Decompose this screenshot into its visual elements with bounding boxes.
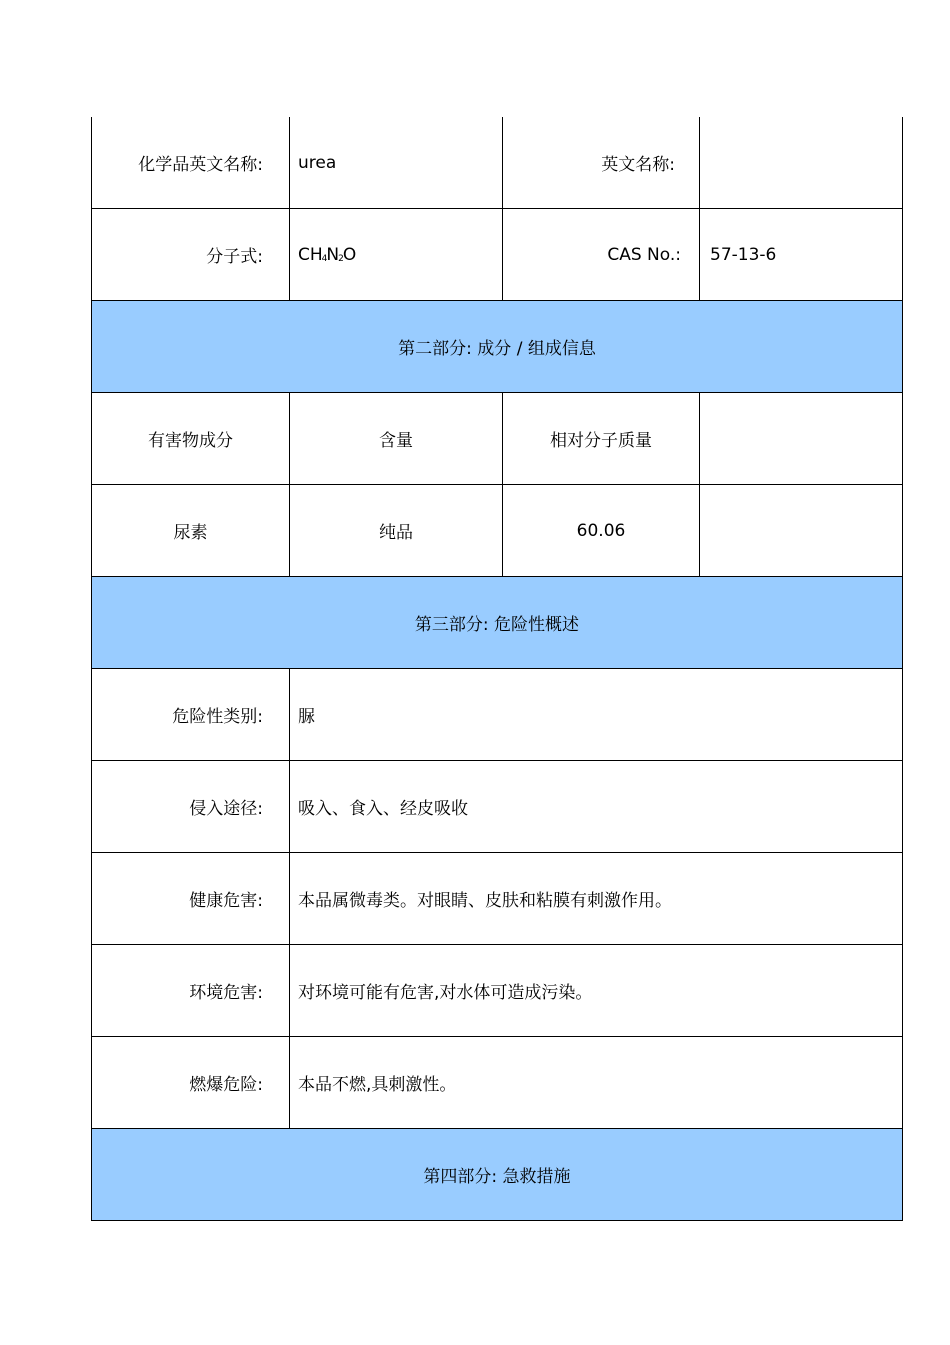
health-hazard-value: 本品属微毒类。对眼睛、皮肤和粘膜有刺激作用。 bbox=[298, 891, 672, 911]
component-molecular-weight: 60.06 bbox=[576, 520, 626, 541]
hazard-class-value: 脲 bbox=[298, 707, 315, 727]
section3-header bbox=[91, 577, 903, 669]
section4-header bbox=[91, 1129, 903, 1221]
section3-title: 第三部分: 危险性概述 bbox=[414, 615, 580, 635]
cas-label: CAS No.: bbox=[607, 244, 681, 265]
hazard-row bbox=[91, 853, 903, 945]
formula-label: 分子式: bbox=[206, 247, 263, 267]
section2-title: 第二部分: 成分 / 组成信息 bbox=[398, 339, 596, 359]
col-hazardous-component: 有害物成分 bbox=[148, 431, 233, 451]
formula-value bbox=[290, 209, 502, 300]
col-content: 含量 bbox=[379, 431, 413, 451]
row-english-name bbox=[91, 117, 903, 209]
cas-value: 57-13-6 bbox=[710, 244, 777, 265]
composition-data-row bbox=[91, 485, 903, 577]
msds-table bbox=[91, 117, 903, 1221]
hazard-row bbox=[91, 1037, 903, 1129]
section4-title: 第四部分: 急救措施 bbox=[423, 1167, 571, 1187]
hazard-row bbox=[91, 945, 903, 1037]
hazard-class-label: 危险性类别: bbox=[172, 707, 263, 727]
formula-sub-2: 2 bbox=[338, 253, 344, 264]
col-molecular-weight: 相对分子质量 bbox=[550, 431, 652, 451]
exposure-route-value: 吸入、食入、经皮吸收 bbox=[298, 799, 468, 819]
formula-sub-4: 4 bbox=[321, 253, 328, 264]
formula-part-o: O bbox=[342, 244, 357, 265]
environmental-hazard-label: 环境危害: bbox=[189, 983, 263, 1003]
chem-english-name-value: urea bbox=[298, 152, 337, 173]
fire-explosion-hazard-value: 本品不燃,具刺激性。 bbox=[298, 1075, 457, 1095]
row-formula bbox=[91, 209, 903, 301]
environmental-hazard-value: 对环境可能有危害,对水体可造成污染。 bbox=[298, 983, 593, 1003]
component-extra bbox=[700, 485, 902, 576]
composition-header-row bbox=[91, 393, 903, 485]
hazard-row bbox=[91, 669, 903, 761]
formula-part-n: N bbox=[326, 244, 340, 265]
hazard-row bbox=[91, 761, 903, 853]
component-content: 纯品 bbox=[379, 523, 413, 543]
formula-part-c: CH bbox=[298, 244, 323, 265]
col-empty bbox=[700, 393, 902, 484]
health-hazard-label: 健康危害: bbox=[189, 891, 263, 911]
component-name: 尿素 bbox=[173, 523, 208, 543]
exposure-route-label: 侵入途径: bbox=[189, 799, 263, 819]
chem-english-name-label: 化学品英文名称: bbox=[138, 155, 263, 175]
english-name-label: 英文名称: bbox=[601, 155, 675, 175]
fire-explosion-hazard-label: 燃爆危险: bbox=[189, 1075, 263, 1095]
section2-header bbox=[91, 301, 903, 393]
english-name-value bbox=[700, 117, 902, 208]
